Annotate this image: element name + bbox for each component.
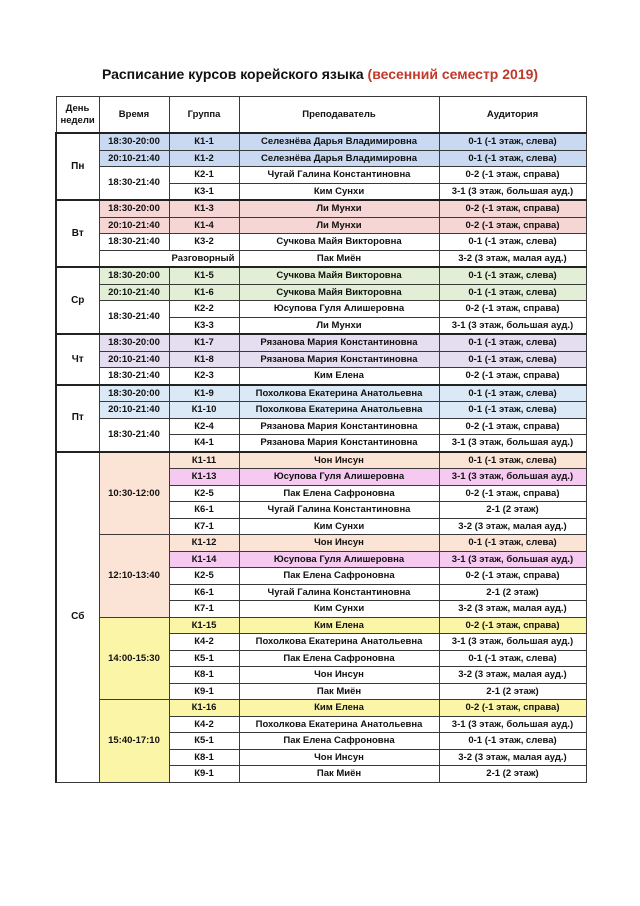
teacher-cell: Сучкова Майя Викторовна [239, 267, 439, 284]
teacher-cell: Ким Елена [239, 368, 439, 385]
teacher-cell: Юсупова Гуля Алишеровна [239, 469, 439, 486]
table-row [56, 617, 586, 634]
time-cell: 18:30-20:00 [99, 267, 169, 284]
table-row [56, 267, 586, 284]
group-cell: К2-4 [169, 418, 239, 435]
day-cell: Вт [56, 200, 99, 267]
time-cell: 18:30-21:40 [99, 167, 169, 201]
teacher-cell: Похолкова Екатерина Анатольевна [239, 385, 439, 402]
table-row [56, 535, 586, 552]
group-cell: К8-1 [169, 749, 239, 766]
room-cell: 3-2 (3 этаж, малая ауд.) [439, 518, 586, 535]
teacher-cell: Ким Сунхи [239, 601, 439, 618]
teacher-cell: Юсупова Гуля Алишеровна [239, 551, 439, 568]
room-cell: 0-2 (-1 этаж, справа) [439, 167, 586, 184]
time-cell: 18:30-21:40 [99, 418, 169, 452]
room-cell: 3-2 (3 этаж, малая ауд.) [439, 250, 586, 267]
teacher-cell: Ли Мунхи [239, 317, 439, 334]
time-cell: 12:10-13:40 [99, 535, 169, 618]
table-row [56, 167, 586, 184]
time-cell: 20:10-21:40 [99, 217, 169, 234]
group-cell: К5-1 [169, 650, 239, 667]
teacher-cell: Рязанова Мария Константиновна [239, 334, 439, 351]
title-accent: (весенний семестр 2019) [367, 66, 539, 82]
room-cell: 0-1 (-1 этаж, слева) [439, 535, 586, 552]
room-cell: 2-1 (2 этаж) [439, 766, 586, 783]
room-cell: 0-1 (-1 этаж, слева) [439, 284, 586, 301]
group-cell: К5-1 [169, 733, 239, 750]
group-cell: К1-7 [169, 334, 239, 351]
table-row [56, 150, 586, 167]
room-cell: 3-2 (3 этаж, малая ауд.) [439, 601, 586, 618]
group-cell: К8-1 [169, 667, 239, 684]
time-cell: 18:30-20:00 [99, 133, 169, 150]
teacher-cell: Пак Миён [239, 683, 439, 700]
room-cell: 2-1 (2 этаж) [439, 502, 586, 519]
group-cell: К1-3 [169, 200, 239, 217]
room-cell: 0-1 (-1 этаж, слева) [439, 234, 586, 251]
time-cell: 18:30-20:00 [99, 200, 169, 217]
room-cell: 3-1 (3 этаж, большая ауд.) [439, 435, 586, 452]
table-row [56, 351, 586, 368]
room-cell: 0-1 (-1 этаж, слева) [439, 650, 586, 667]
group-cell: К6-1 [169, 502, 239, 519]
teacher-cell: Рязанова Мария Константиновна [239, 435, 439, 452]
table-row [56, 334, 586, 351]
time-cell: 18:30-20:00 [99, 334, 169, 351]
table-row [56, 418, 586, 435]
teacher-cell: Ким Сунхи [239, 518, 439, 535]
time-cell: 15:40-17:10 [99, 700, 169, 783]
header-room: Аудитория [439, 97, 586, 134]
room-cell: 3-1 (3 этаж, большая ауд.) [439, 634, 586, 651]
teacher-cell: Пак Миён [239, 766, 439, 783]
time-cell: Разговорный [99, 250, 239, 267]
table-row [56, 200, 586, 217]
time-cell: 20:10-21:40 [99, 150, 169, 167]
group-cell: К1-6 [169, 284, 239, 301]
group-cell: К2-2 [169, 301, 239, 318]
table-row [56, 368, 586, 385]
room-cell: 0-2 (-1 этаж, справа) [439, 368, 586, 385]
day-cell: Пт [56, 385, 99, 452]
room-cell: 3-1 (3 этаж, большая ауд.) [439, 317, 586, 334]
teacher-cell: Похолкова Екатерина Анатольевна [239, 716, 439, 733]
header-day: День недели [56, 97, 99, 134]
teacher-cell: Ким Елена [239, 700, 439, 717]
room-cell: 3-2 (3 этаж, малая ауд.) [439, 749, 586, 766]
room-cell: 0-1 (-1 этаж, слева) [439, 351, 586, 368]
room-cell: 0-1 (-1 этаж, слева) [439, 402, 586, 419]
teacher-cell: Рязанова Мария Константиновна [239, 351, 439, 368]
group-cell: К7-1 [169, 518, 239, 535]
teacher-cell: Пак Елена Сафроновна [239, 650, 439, 667]
room-cell: 0-1 (-1 этаж, слева) [439, 133, 586, 150]
teacher-cell: Похолкова Екатерина Анатольевна [239, 402, 439, 419]
group-cell: К1-13 [169, 469, 239, 486]
group-cell: К1-2 [169, 150, 239, 167]
group-cell: К4-2 [169, 634, 239, 651]
day-cell: Чт [56, 334, 99, 385]
room-cell: 0-2 (-1 этаж, справа) [439, 568, 586, 585]
group-cell: К1-4 [169, 217, 239, 234]
room-cell: 0-1 (-1 этаж, слева) [439, 733, 586, 750]
time-cell: 18:30-20:00 [99, 385, 169, 402]
group-cell: К9-1 [169, 766, 239, 783]
teacher-cell: Чугай Галина Константиновна [239, 584, 439, 601]
teacher-cell: Чон Инсун [239, 452, 439, 469]
room-cell: 3-2 (3 этаж, малая ауд.) [439, 667, 586, 684]
time-cell: 20:10-21:40 [99, 284, 169, 301]
group-cell: К7-1 [169, 601, 239, 618]
group-cell: К1-16 [169, 700, 239, 717]
room-cell: 0-1 (-1 этаж, слева) [439, 452, 586, 469]
table-row [56, 452, 586, 469]
teacher-cell: Пак Елена Сафроновна [239, 568, 439, 585]
room-cell: 2-1 (2 этаж) [439, 584, 586, 601]
group-cell: К2-3 [169, 368, 239, 385]
group-cell: К3-1 [169, 183, 239, 200]
group-cell: К1-12 [169, 535, 239, 552]
group-cell: К1-5 [169, 267, 239, 284]
group-cell: К1-15 [169, 617, 239, 634]
table-row [56, 217, 586, 234]
page-title [0, 66, 640, 82]
room-cell: 0-1 (-1 этаж, слева) [439, 385, 586, 402]
table-row [56, 234, 586, 251]
room-cell: 0-1 (-1 этаж, слева) [439, 267, 586, 284]
table-row [56, 700, 586, 717]
group-cell: К6-1 [169, 584, 239, 601]
room-cell: 3-1 (3 этаж, большая ауд.) [439, 716, 586, 733]
time-cell: 14:00-15:30 [99, 617, 169, 700]
group-cell: К1-10 [169, 402, 239, 419]
table-row [56, 133, 586, 150]
table-row [56, 284, 586, 301]
time-cell: 18:30-21:40 [99, 368, 169, 385]
day-cell: Пн [56, 133, 99, 200]
teacher-cell: Рязанова Мария Константиновна [239, 418, 439, 435]
group-cell: К4-1 [169, 435, 239, 452]
group-cell: К1-8 [169, 351, 239, 368]
schedule-body [56, 133, 586, 782]
teacher-cell: Чугай Галина Константиновна [239, 502, 439, 519]
header-group: Группа [169, 97, 239, 134]
time-cell: 10:30-12:00 [99, 452, 169, 535]
time-cell: 20:10-21:40 [99, 402, 169, 419]
group-cell: К1-9 [169, 385, 239, 402]
header-teacher: Преподаватель [239, 97, 439, 134]
teacher-cell: Чугай Галина Константиновна [239, 167, 439, 184]
teacher-cell: Чон Инсун [239, 749, 439, 766]
time-cell: 18:30-21:40 [99, 234, 169, 251]
header-time: Время [99, 97, 169, 134]
room-cell: 3-1 (3 этаж, большая ауд.) [439, 183, 586, 200]
teacher-cell: Пак Елена Сафроновна [239, 733, 439, 750]
time-cell: 20:10-21:40 [99, 351, 169, 368]
room-cell: 0-2 (-1 этаж, справа) [439, 485, 586, 502]
room-cell: 3-1 (3 этаж, большая ауд.) [439, 469, 586, 486]
teacher-cell: Чон Инсун [239, 667, 439, 684]
group-cell: К4-2 [169, 716, 239, 733]
room-cell: 2-1 (2 этаж) [439, 683, 586, 700]
room-cell: 0-2 (-1 этаж, справа) [439, 700, 586, 717]
day-cell: Сб [56, 452, 99, 783]
room-cell: 3-1 (3 этаж, большая ауд.) [439, 551, 586, 568]
title-main: Расписание курсов корейского языка [101, 66, 364, 82]
table-row [56, 301, 586, 318]
schedule-table [55, 96, 587, 783]
time-cell: 18:30-21:40 [99, 301, 169, 335]
teacher-cell: Селезнёва Дарья Владимировна [239, 150, 439, 167]
teacher-cell: Юсупова Гуля Алишеровна [239, 301, 439, 318]
teacher-cell: Пак Елена Сафроновна [239, 485, 439, 502]
group-cell: К1-14 [169, 551, 239, 568]
teacher-cell: Пак Миён [239, 250, 439, 267]
day-cell: Ср [56, 267, 99, 334]
group-cell: К1-11 [169, 452, 239, 469]
header-row [56, 97, 586, 134]
table-row [56, 385, 586, 402]
teacher-cell: Ким Сунхи [239, 183, 439, 200]
room-cell: 0-2 (-1 этаж, справа) [439, 200, 586, 217]
teacher-cell: Похолкова Екатерина Анатольевна [239, 634, 439, 651]
table-row [56, 402, 586, 419]
teacher-cell: Селезнёва Дарья Владимировна [239, 133, 439, 150]
group-cell: К9-1 [169, 683, 239, 700]
room-cell: 0-1 (-1 этаж, слева) [439, 150, 586, 167]
room-cell: 0-2 (-1 этаж, справа) [439, 418, 586, 435]
teacher-cell: Ли Мунхи [239, 200, 439, 217]
teacher-cell: Сучкова Майя Викторовна [239, 284, 439, 301]
room-cell: 0-1 (-1 этаж, слева) [439, 334, 586, 351]
teacher-cell: Ким Елена [239, 617, 439, 634]
group-cell: К2-5 [169, 568, 239, 585]
room-cell: 0-2 (-1 этаж, справа) [439, 217, 586, 234]
table-row [56, 250, 586, 267]
teacher-cell: Ли Мунхи [239, 217, 439, 234]
group-cell: К2-1 [169, 167, 239, 184]
group-cell: К3-2 [169, 234, 239, 251]
room-cell: 0-2 (-1 этаж, справа) [439, 617, 586, 634]
group-cell: К3-3 [169, 317, 239, 334]
teacher-cell: Сучкова Майя Викторовна [239, 234, 439, 251]
room-cell: 0-2 (-1 этаж, справа) [439, 301, 586, 318]
group-cell: К1-1 [169, 133, 239, 150]
teacher-cell: Чон Инсун [239, 535, 439, 552]
group-cell: К2-5 [169, 485, 239, 502]
